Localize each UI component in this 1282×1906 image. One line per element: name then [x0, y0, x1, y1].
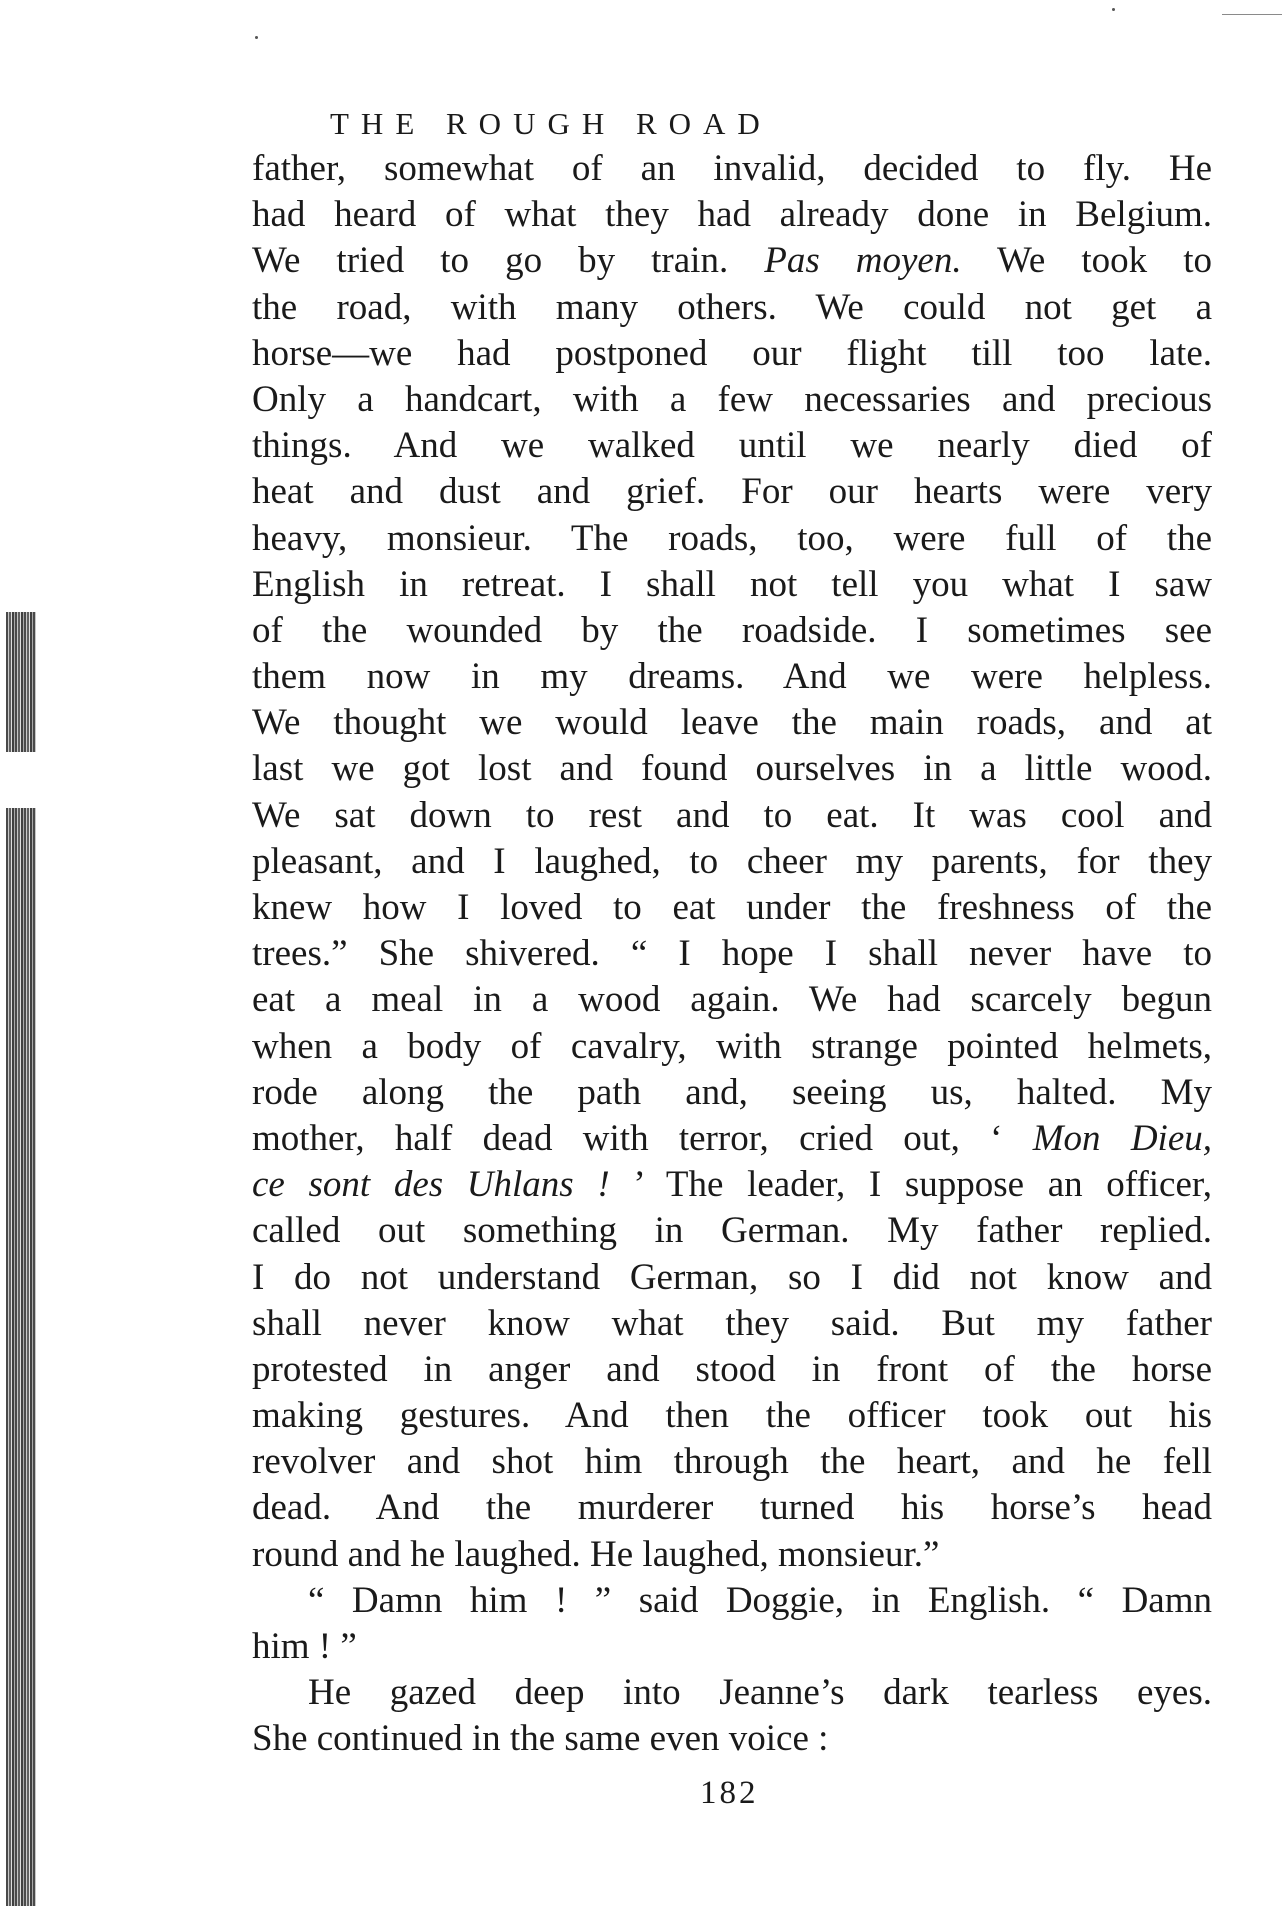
italic-phrase: Mon Dieu,	[1032, 1117, 1212, 1159]
text-line: pleasant, and I laughed, to cheer my parents, for they	[252, 840, 1212, 882]
text-line: making gestures. And then the officer took out his	[252, 1395, 1212, 1437]
text-line: dead. And the murderer turned his horse’s head	[252, 1487, 1212, 1529]
italic-phrase: Pas moyen.	[764, 240, 962, 282]
text-line: Only a handcart, with a few necessaries and precious	[252, 378, 1212, 420]
text-line: things. And we walked until we nearly died of	[252, 425, 1212, 467]
text-line	[252, 1162, 1212, 1208]
italic-phrase: ce sont des Uhlans !	[252, 1164, 610, 1206]
text-line: He gazed deep into Jeanne’s dark tearless eyes.	[308, 1672, 1212, 1714]
text-run: mother, half dead with terror, cried out, ‘	[252, 1117, 1033, 1159]
text-line: She continued in the same even voice :	[252, 1718, 829, 1760]
scan-speck	[1112, 8, 1115, 11]
text-line: English in retreat. I shall not tell you what I saw	[252, 563, 1212, 605]
text-line	[252, 1116, 1212, 1162]
page-body-text	[252, 146, 1212, 1763]
text-line: knew how I loved to eat under the freshness of the	[252, 887, 1212, 928]
text-line: heavy, monsieur. The roads, too, were full of the	[252, 517, 1212, 559]
text-line: eat a meal in a wood again. We had scarcely begun	[252, 979, 1212, 1021]
text-line: trees.” She shivered. “ I hope I shall never have to	[252, 933, 1212, 975]
text-line: of the wounded by the roadside. I sometimes see	[252, 609, 1212, 651]
text-line	[252, 238, 1212, 284]
text-line: last we got lost and found ourselves in a little wood.	[252, 748, 1212, 790]
text-line: the road, with many others. We could not get a	[252, 286, 1212, 328]
text-line: had heard of what they had already done in Belgium.	[252, 194, 1212, 236]
text-line: heat and dust and grief. For our hearts were very	[252, 471, 1212, 513]
binding-shadow-upper	[6, 612, 36, 752]
text-line: shall never know what they said. But my father	[252, 1302, 1212, 1344]
text-line: “ Damn him ! ” said Doggie, in English. “ Damn	[308, 1579, 1212, 1621]
text-line: horse—we had postponed our flight till too late.	[252, 332, 1212, 374]
text-line: called out something in German. My father replied.	[252, 1210, 1212, 1252]
scan-speck	[255, 36, 258, 39]
binding-shadow-lower	[6, 808, 36, 1906]
text-line: We thought we would leave the main roads, and at	[252, 702, 1212, 744]
scan-edge-mark	[1222, 14, 1282, 15]
text-run: ’ The leader, I suppose an officer,	[609, 1164, 1212, 1206]
text-line: protested in anger and stood in front of the horse	[252, 1348, 1212, 1390]
text-line: rode along the path and, seeing us, halted. My	[252, 1071, 1212, 1113]
text-line: father, somewhat of an invalid, decided to fly. He	[252, 148, 1212, 189]
running-head: THE ROUGH ROAD	[330, 106, 772, 141]
page-number: 182	[700, 1775, 759, 1811]
text-line: when a body of cavalry, with strange pointed helmets,	[252, 1025, 1212, 1067]
text-line: I do not understand German, so I did not know and	[252, 1256, 1212, 1298]
text-run: We took to	[961, 240, 1212, 282]
text-line: them now in my dreams. And we were helpless.	[252, 656, 1212, 698]
text-line: him ! ”	[252, 1626, 357, 1667]
text-line: We sat down to rest and to eat. It was cool and	[252, 794, 1212, 836]
text-line: revolver and shot him through the heart, and he fell	[252, 1441, 1212, 1483]
text-run: We tried to go by train.	[252, 240, 765, 282]
text-line: round and he laughed. He laughed, monsieur.”	[252, 1533, 940, 1575]
